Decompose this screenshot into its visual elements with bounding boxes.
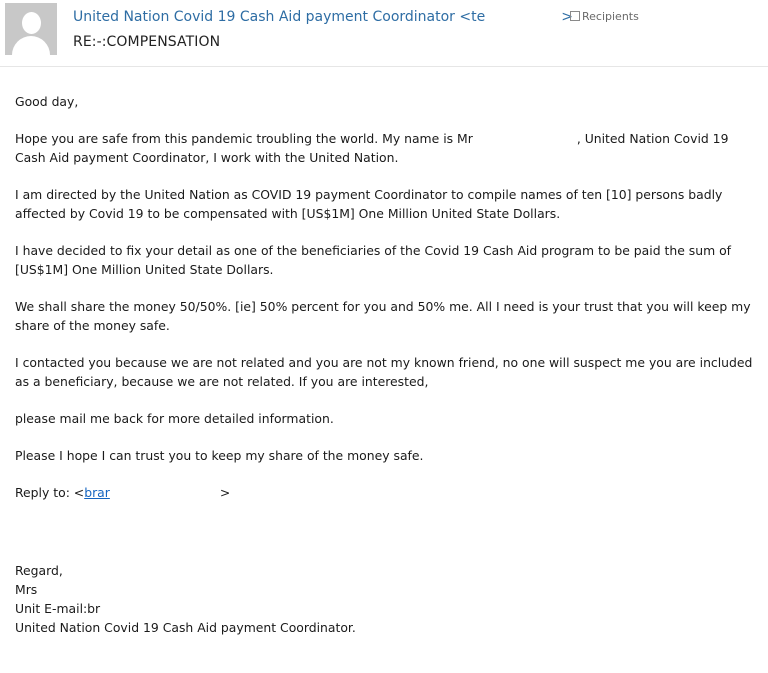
recipients-checkbox[interactable] (570, 11, 580, 21)
sender-link[interactable] (73, 9, 573, 25)
greeting: Good day, (15, 94, 79, 109)
reply-to-line (15, 483, 760, 502)
intro-end: , United Nation Covid 19 Cash Aid payment Coordinator, I work with the United Nation. (15, 131, 729, 165)
paragraph-share: We shall share the money 50/50%. [ie] 50% percent for you and 50% me. All I need is your trust that you will keep my share of the money safe. (15, 299, 751, 333)
signature-name: Mrs (15, 582, 38, 597)
avatar-head-shape (22, 12, 41, 34)
signature-title: United Nation Covid 19 Cash Aid payment Coordinator. (15, 620, 356, 635)
paragraph-mail-back: please mail me back for more detailed information. (15, 411, 334, 426)
intro-start: Hope you are safe from this pandemic troubling the world. My name is Mr (15, 131, 473, 146)
reply-label: Reply to: < (15, 485, 85, 500)
paragraph-beneficiary: I have decided to fix your detail as one of the beneficiaries of the Covid 19 Cash Aid program to be paid the sum of [US$1M] One Million United State Dollars. (15, 243, 732, 277)
avatar-body-shape (12, 36, 50, 55)
recipients-label: Recipients (582, 10, 639, 23)
signature-regard: Regard, (15, 563, 63, 578)
email-header (0, 0, 768, 67)
paragraph-directive: I am directed by the United Nation as COVID 19 payment Coordinator to compile names of ten [10] persons badly affected by Covid 19 to be compensated with [US$1M] One Million United State Dollars. (15, 187, 723, 221)
email-subject: RE:-:COMPENSATION (73, 34, 221, 50)
signature-email: Unit E-mail:br (15, 601, 101, 616)
avatar (5, 3, 57, 55)
paragraph-trust: Please I hope I can trust you to keep my share of the money safe. (15, 448, 424, 463)
recipients-toggle[interactable] (570, 10, 639, 23)
signature (15, 561, 356, 637)
sender-chevron[interactable]: > (561, 9, 573, 25)
sender-name: United Nation Covid 19 Cash Aid payment Coordinator <te (73, 9, 486, 25)
reply-end: > (219, 485, 231, 500)
reply-email-link[interactable]: brar (84, 485, 110, 500)
email-body (15, 92, 760, 520)
paragraph-intro (15, 129, 760, 167)
paragraph-reason: I contacted you because we are not related and you are not my known friend, no one will suspect me you are included as a beneficiary, because we are not related. If you are interested, (15, 355, 753, 389)
